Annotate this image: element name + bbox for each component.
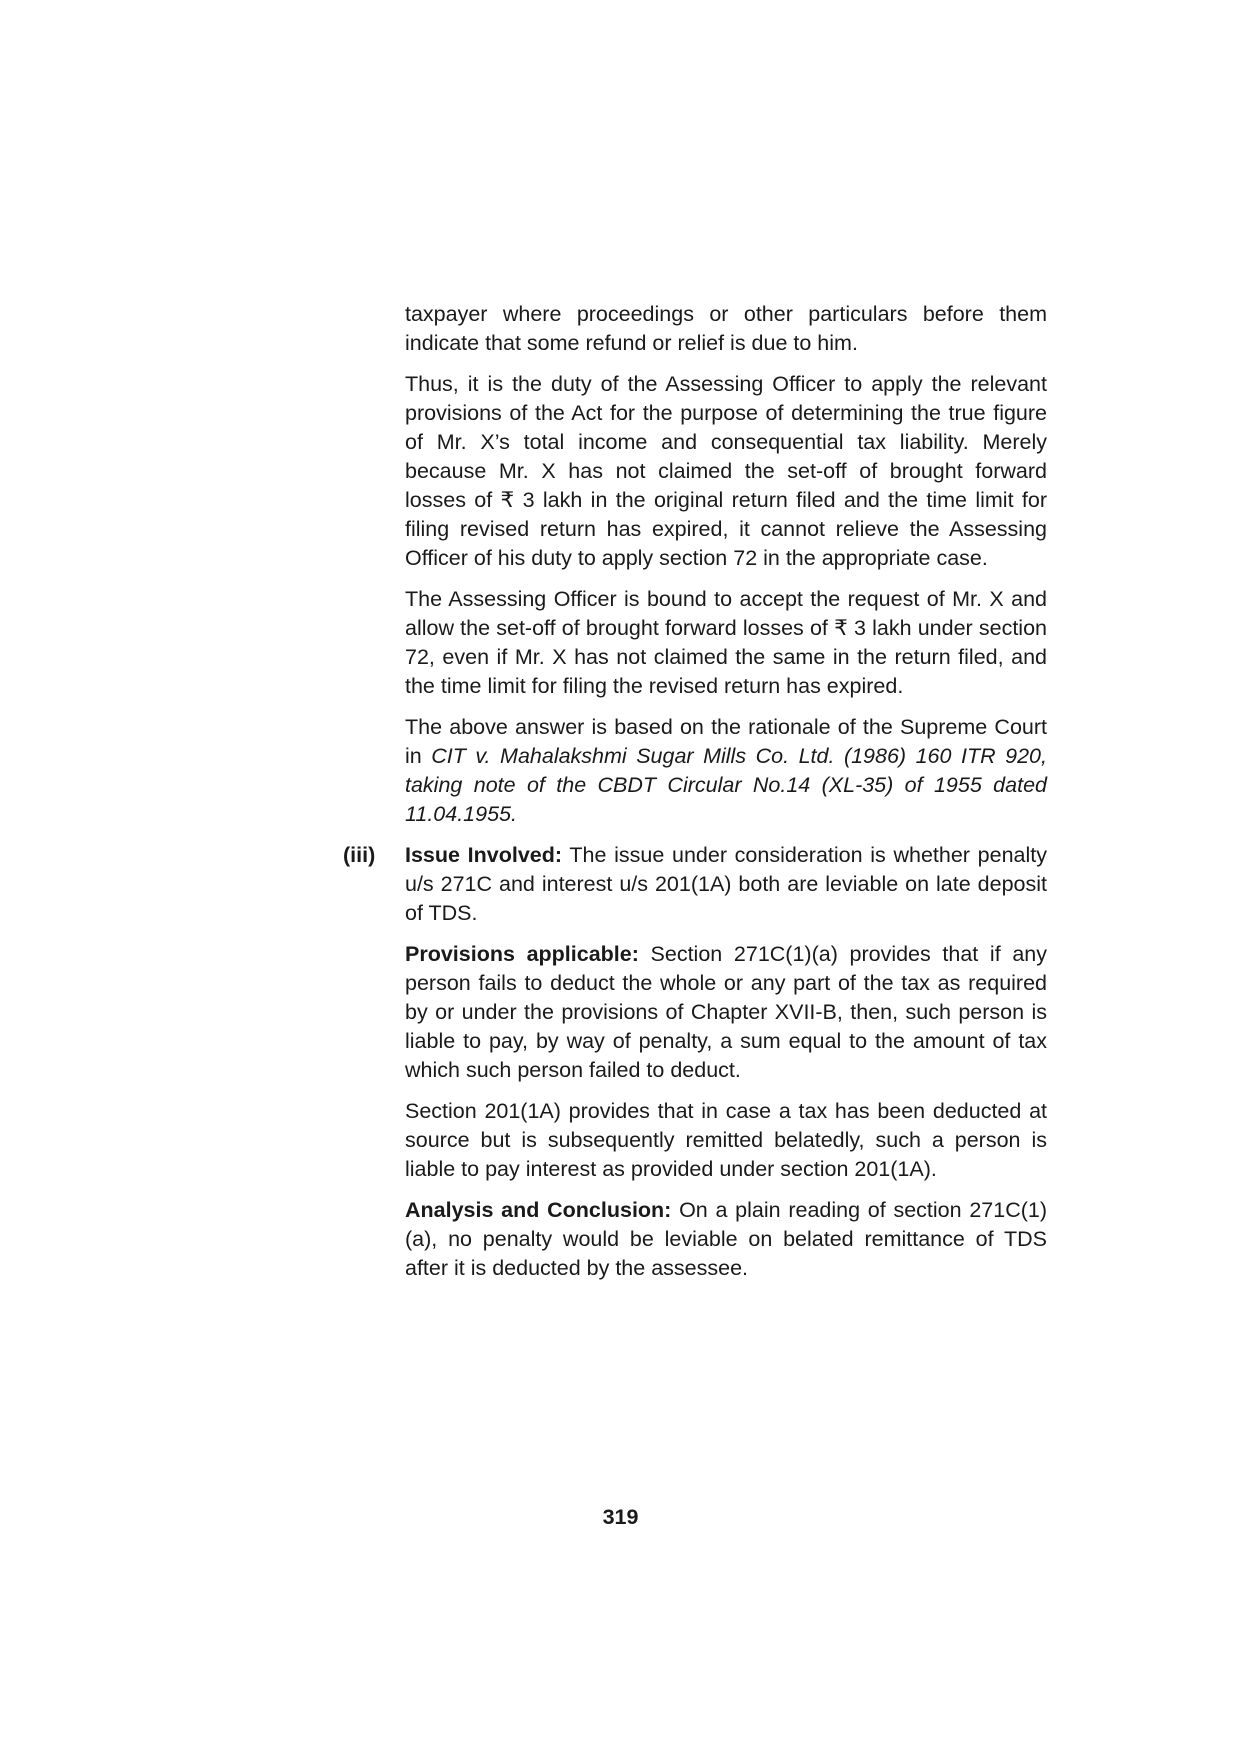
paragraph-section-201-1a: Section 201(1A) provides that in case a tax has been deducted at source but is subsequently remitted belatedly, such a person is liable to pay interest as provided under section 201(1A).	[405, 1099, 1047, 1181]
rationale-text: The above answer is based on the rationale of the Supreme Court in	[405, 715, 1047, 768]
case-citation: CIT v. Mahalakshmi Sugar Mills Co. Ltd. (1986) 160 ITR 920, taking note of the CBDT Circular No.14 (XL-35) of 1955 dated 11.04.1955.	[405, 744, 1047, 826]
paragraph-provisions-applicable	[405, 940, 1047, 1085]
issue-involved-label: Issue Involved:	[405, 843, 563, 867]
page-number: 319	[602, 1505, 639, 1529]
paragraph-supreme-court-rationale	[405, 713, 1047, 829]
provisions-applicable-label: Provisions applicable:	[405, 942, 639, 966]
item-iii	[343, 841, 1047, 1283]
paragraph-refund-relief: taxpayer where proceedings or other particulars before them indicate that some refund or relief is due to him.	[405, 302, 1047, 355]
paragraph-set-off-conclusion: The Assessing Officer is bound to accept the request of Mr. X and allow the set-off of brought forward losses of ₹ 3 lakh under section 72, even if Mr. X has not claimed the same in the return filed, and the time limit for filing the revised return has expired.	[405, 587, 1047, 698]
paragraph-analysis-conclusion	[405, 1196, 1047, 1283]
page-body	[343, 300, 1047, 1295]
issue-involved-text: The issue under consideration is whether penalty u/s 271C and interest u/s 201(1A) both are leviable on late deposit of TDS.	[405, 843, 1047, 925]
paragraph-assessing-officer-duty: Thus, it is the duty of the Assessing Officer to apply the relevant provisions of the Act for the purpose of determining the true figure of Mr. X’s total income and consequential tax liability. Merely because Mr. X has not claimed the set-off of brought forward losses of ₹ 3 lakh in the original return filed and the time limit for filing revised return has expired, it cannot relieve the Assessing Officer of his duty to apply section 72 in the appropriate case.	[405, 372, 1047, 570]
analysis-conclusion-text: On a plain reading of section 271C(1)(a), no penalty would be leviable on belated remittance of TDS after it is deducted by the assessee.	[405, 1198, 1047, 1280]
provisions-applicable-text: Section 271C(1)(a) provides that if any person fails to deduct the whole or any part of the tax as required by or under the provisions of Chapter XVII-B, then, such person is liable to pay, by way of penalty, a sum equal to the amount of tax which such person failed to deduct.	[405, 942, 1047, 1082]
item-number: (iii)	[343, 843, 376, 867]
analysis-conclusion-label: Analysis and Conclusion:	[405, 1198, 672, 1222]
paragraph-issue-involved	[405, 841, 1047, 928]
